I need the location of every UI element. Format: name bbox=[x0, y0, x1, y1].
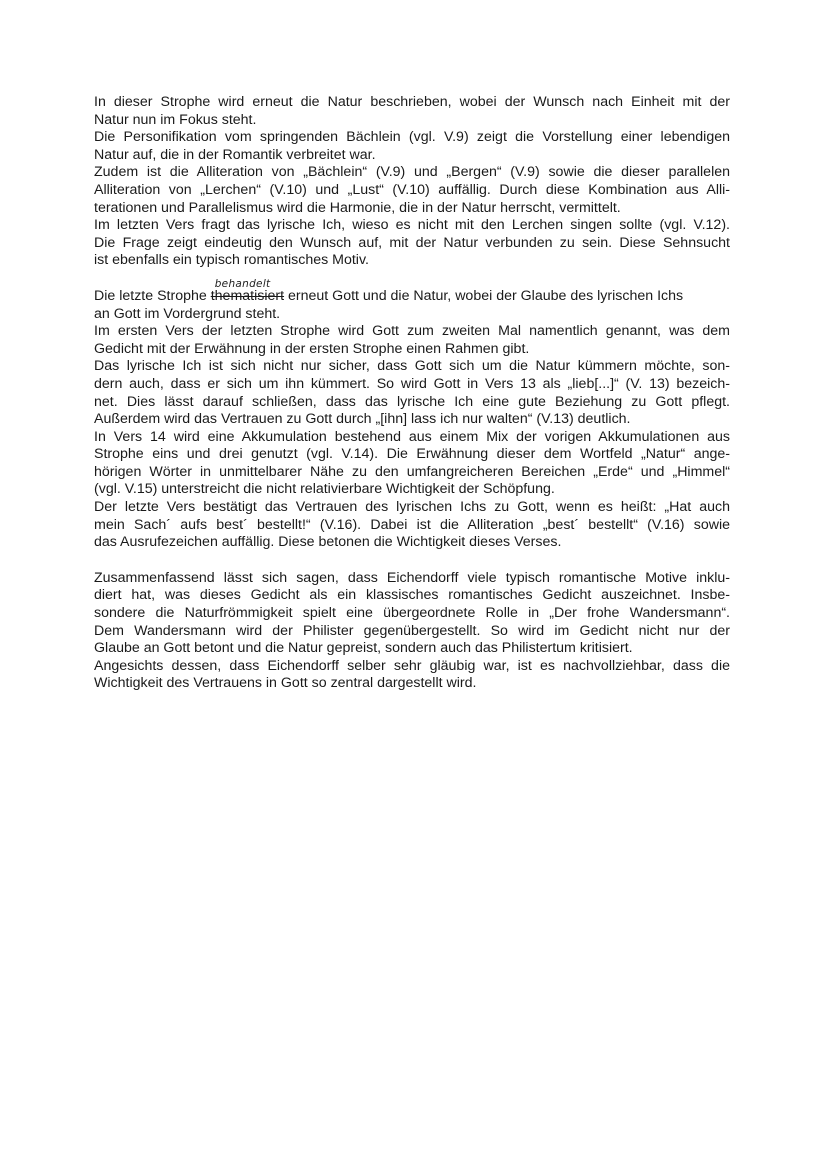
text-line: Natur auf, die in der Romantik verbreitet war. bbox=[94, 146, 376, 163]
text-line: In Vers 14 wird eine Akkumulation bestehend aus einem Mix der vorigen Akkumulationen aus bbox=[94, 428, 730, 445]
text-line: Die Frage zeigt eindeutig den Wunsch auf, mit der Natur verbunden zu sein. Diese Sehnsucht bbox=[94, 234, 730, 251]
text-line: Strophe eins und drei genutzt (vgl. V.14). Die Erwähnung dieser dem Wortfeld „Natur“ ange- bbox=[94, 446, 730, 463]
text-line: Im ersten Vers der letzten Strophe wird Gott zum zweiten Mal namentlich genannt, was dem bbox=[94, 323, 730, 340]
text-line: net. Dies lässt darauf schließen, dass das lyrische Ich eine gute Beziehung zu Gott pflegt. bbox=[94, 393, 730, 410]
paragraph-nature-strophe bbox=[94, 94, 730, 270]
text-line: In dieser Strophe wird erneut die Natur beschrieben, wobei der Wunsch nach Einheit mit der bbox=[94, 94, 730, 110]
text-line: hörigen Wörter in unmittelbarer Nähe zu den umfangreicheren Bereichen „Erde“ und „Himmel“ bbox=[94, 463, 730, 480]
text-line: Zusammenfassend lässt sich sagen, dass Eichendorff viele typisch romantische Motive inklu- bbox=[94, 569, 730, 586]
text-fragment: erneut Gott und die Natur, wobei der Glaube des lyrischen Ichs bbox=[284, 287, 684, 304]
text-fragment: Die letzte Strophe bbox=[94, 287, 211, 304]
text-line: Der letzte Vers bestätigt das Vertrauen des lyrischen Ichs zu Gott, wenn es heißt: „Hat auch bbox=[94, 499, 730, 516]
text-line: Das lyrische Ich ist sich nicht nur sicher, dass Gott sich um die Natur kümmern möchte, son- bbox=[94, 358, 730, 375]
text-line: mein Sach´ aufs best´ bestellt!“ (V.16). Dabei ist die Alliteration „best´ bestellt“ (V.16) sowie bbox=[94, 516, 730, 533]
text-line: Im letzten Vers fragt das lyrische Ich, wieso es nicht mit den Lerchen singen sollte (vgl. V.12). bbox=[94, 217, 730, 234]
text-line: Dem Wandersmann wird der Philister gegenübergestellt. So wird im Gedicht nicht nur der bbox=[94, 622, 730, 639]
text-line: Gedicht mit der Erwähnung in der ersten Strophe einen Rahmen gibt. bbox=[94, 340, 530, 357]
text-line: diert hat, was dieses Gedicht als ein klassisches romantisches Gedicht auszeichnet. Insbe- bbox=[94, 587, 730, 604]
text-line: das Ausrufezeichen auffällig. Diese betonen die Wichtigkeit dieses Verses. bbox=[94, 534, 562, 551]
text-line: Zudem ist die Alliteration von „Bächlein“ (V.9) und „Bergen“ (V.9) sowie die dieser parallelen bbox=[94, 164, 730, 181]
text-line: Die Personifikation vom springenden Bächlein (vgl. V.9) zeigt die Vorstellung einer lebendigen bbox=[94, 129, 730, 146]
text-line: dern auch, dass er sich um ihn kümmert. So wird Gott in Vers 13 als „lieb[...]“ (V. 13) bezeich- bbox=[94, 375, 730, 392]
text-line: Glaube an Gott betont und die Natur gepreist, sondern auch das Philistertum kritisiert. bbox=[94, 640, 633, 657]
text-line: sondere die Naturfrömmigkeit spielt eine übergeordnete Rolle in „Der frohe Wandersmann“. bbox=[94, 605, 730, 622]
text-line: (vgl. V.15) unterstreicht die nicht relativierbare Wichtigkeit der Schöpfung. bbox=[94, 481, 555, 498]
paragraph-last-strophe bbox=[94, 277, 730, 552]
text-line: Außerdem wird das Vertrauen zu Gott durch „[ihn] lass ich nur walten“ (V.13) deutlich. bbox=[94, 411, 631, 428]
text-line: Alliteration von „Lerchen“ (V.10) und „Lust“ (V.10) auffällig. Durch diese Kombination aus Alli- bbox=[94, 181, 730, 198]
text-line: Angesichts dessen, dass Eichendorff selber sehr gläubig war, ist es nachvollziehbar, dass die bbox=[94, 657, 730, 674]
struck-word: thematisiert bbox=[210, 287, 285, 304]
text-line: Natur nun im Fokus steht. bbox=[94, 111, 257, 128]
edit-correction bbox=[210, 277, 285, 306]
text-line: Wichtigkeit des Vertrauens in Gott so zentral dargestellt wird. bbox=[94, 675, 477, 692]
handwritten-correction: behandelt bbox=[214, 277, 271, 290]
paragraph-conclusion bbox=[94, 570, 730, 693]
text-line-with-correction bbox=[94, 277, 730, 306]
text-line: an Gott im Vordergrund steht. bbox=[94, 305, 281, 322]
text-line: terationen und Parallelismus wird die Harmonie, die in der Natur herrscht, vermittelt. bbox=[94, 199, 621, 216]
text-line: ist ebenfalls ein typisch romantisches Motiv. bbox=[94, 252, 369, 269]
